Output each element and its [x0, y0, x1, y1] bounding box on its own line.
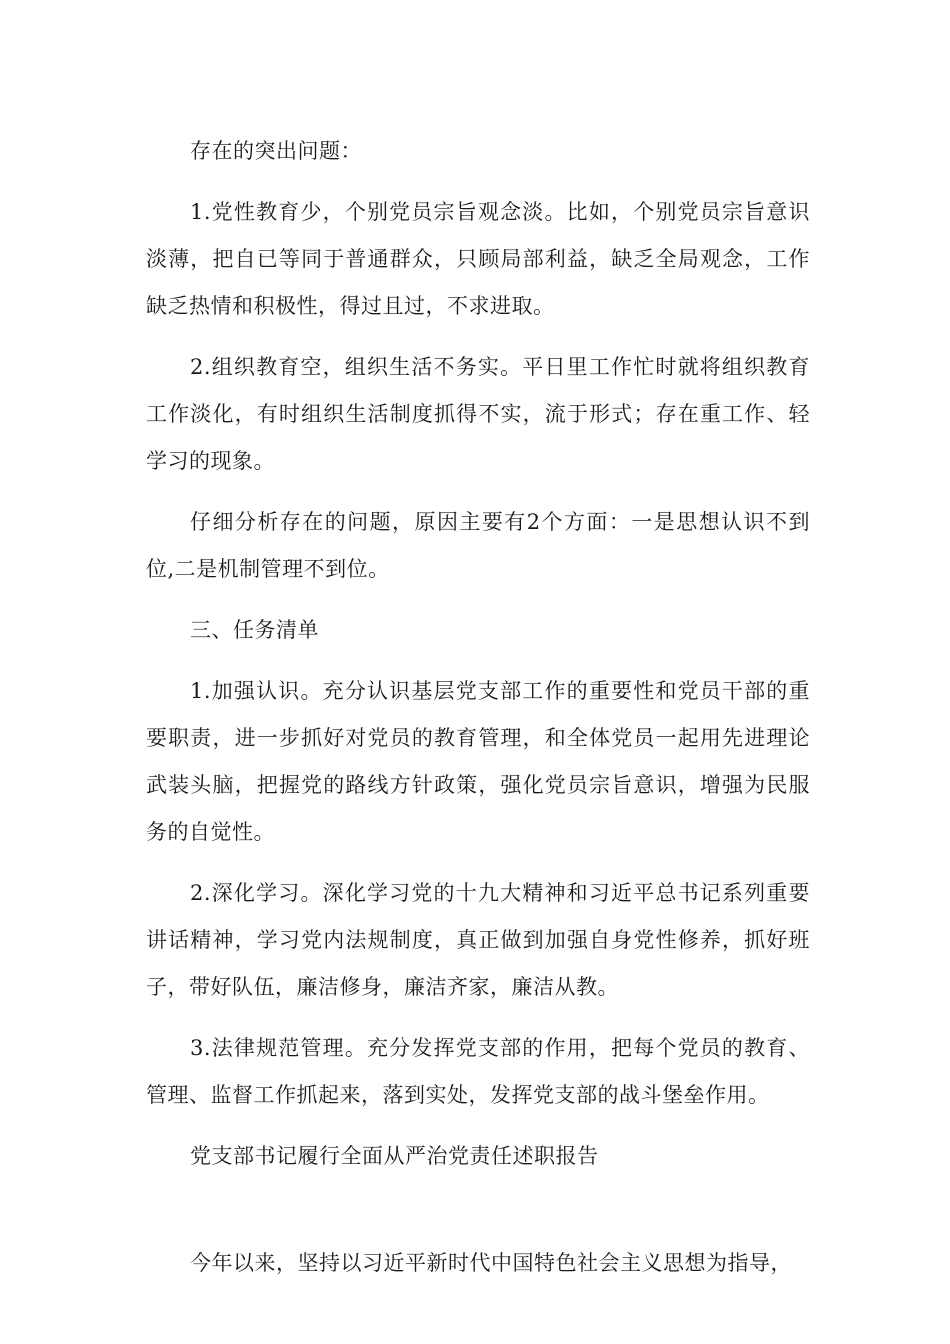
paragraph-problem-2: 2.组织教育空，组织生活不务实。平日里工作忙时就将组织教育工作淡化，有时组织生活制度抓得不实，流于形式；存在重工作、轻学习的现象。: [146, 355, 810, 473]
paragraph-problem-1: 1.党性教育少，个别党员宗旨观念淡。比如，个别党员宗旨意识淡薄，把自已等同于普通群众，只顾局部利益，缺乏全局观念，工作缺乏热情和积极性，得过且过，不求进取。: [146, 200, 810, 318]
document-page: [146, 128, 810, 1301]
paragraph-task-1: 1.加强认识。充分认识基层党支部工作的重要性和党员干部的重要职责，进一步抓好对党员的教育管理，和全体党员一起用先进理论武装头脑，把握党的路线方针政策，强化党员宗旨意识，增强为民服务的自觉性。: [146, 679, 810, 844]
section-heading-task-list: 三、任务清单: [190, 618, 319, 642]
paragraph-task-2: 2.深化学习。深化学习党的十九大精神和习近平总书记系列重要讲话精神，学习党内法规制度，真正做到加强自身党性修养，抓好班子，带好队伍，廉洁修身，廉洁齐家，廉洁从教。: [146, 881, 810, 999]
paragraph-report-intro: 今年以来，坚持以习近平新时代中国特色社会主义思想为指导，: [190, 1251, 792, 1275]
section-heading-problems: 存在的突出问题：: [190, 139, 362, 163]
report-title: 党支部书记履行全面从严治党责任述职报告: [190, 1144, 599, 1168]
paragraph-task-3: 3.法律规范管理。充分发挥党支部的作用，把每个党员的教育、管理、监督工作抓起来，落到实处，发挥党支部的战斗堡垒作用。: [146, 1036, 810, 1107]
paragraph-analysis: 仔细分析存在的问题，原因主要有2个方面：一是思想认识不到位,二是机制管理不到位。: [146, 510, 810, 581]
